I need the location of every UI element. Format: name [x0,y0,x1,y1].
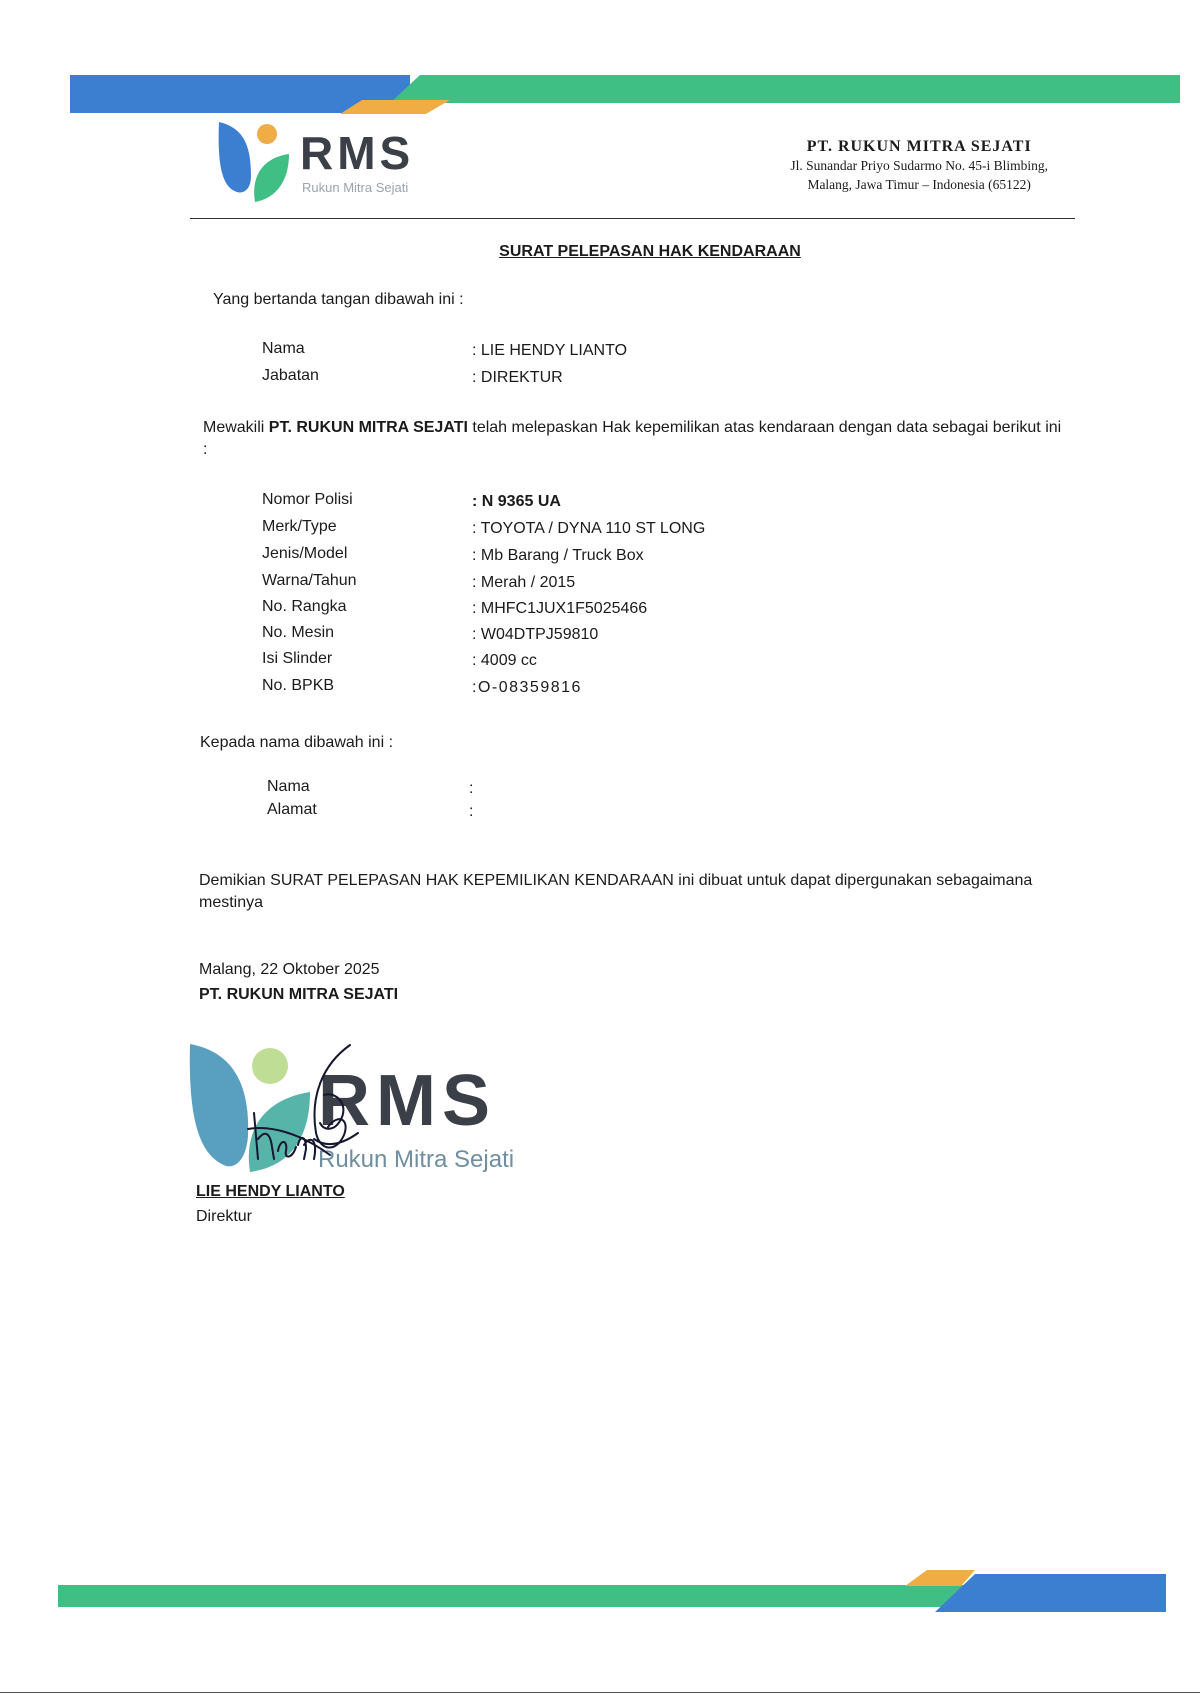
footer-band-green [58,1585,978,1607]
statement-paragraph [203,417,1063,461]
stamp-wordmark: RMS [318,1061,496,1141]
logo-wordmark: RMS [300,127,415,179]
vehicle-cylinder-value: : 4009 cc [472,652,537,669]
statement-prefix: Mewakili [203,419,269,436]
signer-position-label: Jabatan [262,367,319,384]
vehicle-bpkb-value: :O-08359816 [472,679,582,696]
vehicle-color-year-value: : Merah / 2015 [472,574,576,591]
vehicle-brand-label: Merk/Type [262,518,337,535]
rms-logo-mark-icon [215,118,295,204]
footer-band-blue [935,1574,1166,1612]
company-header [790,138,1048,194]
handwritten-signature [240,1035,370,1175]
company-address-line2: Malang, Jawa Timur – Indonesia (65122) [807,177,1031,192]
vehicle-plate-label: Nomor Polisi [262,491,353,508]
signer-printed-title: Direktur [196,1208,253,1225]
company-name: PT. RUKUN MITRA SEJATI [806,138,1032,155]
vehicle-chassis-value: : MHFC1JUX1F5025466 [472,600,648,617]
signer-name-label: Nama [262,340,305,357]
header-band-green [390,75,1180,103]
recipient-address-label: Alamat [267,801,317,818]
vehicle-model-label: Jenis/Model [262,545,348,562]
vehicle-chassis-label: No. Rangka [262,598,347,615]
recipient-name-label: Nama [267,778,310,795]
recipient-intro: Kepada nama dibawah ini : [200,734,394,751]
vehicle-plate-value: : N 9365 UA [472,493,561,510]
logo-subtitle: Rukun Mitra Sejati [302,180,409,195]
document-title: SURAT PELEPASAN HAK KENDARAAN [499,243,801,260]
closing-document-name: SURAT PELEPASAN HAK KEPEMILIKAN KENDARAAN [270,872,674,889]
signer-printed-name: LIE HENDY LIANTO [196,1183,345,1200]
stamp-subtitle: Rukun Mitra Sejati [318,1146,515,1173]
vehicle-brand-value: : TOYOTA / DYNA 110 ST LONG [472,520,706,537]
vehicle-engine-label: No. Mesin [262,624,335,641]
signer-position-value: : DIREKTUR [472,369,563,386]
scan-edge-line [0,1692,1200,1693]
company-address-line1: Jl. Sunandar Priyo Sudarmo No. 45-i Blimbing, [790,158,1048,173]
recipient-name-value: : [469,780,474,797]
intro-text: Yang bertanda tangan dibawah ini : [213,291,464,308]
signing-company: PT. RUKUN MITRA SEJATI [199,986,399,1003]
recipient-address-value: : [469,803,474,820]
vehicle-engine-value: : W04DTPJ59810 [472,626,599,643]
closing-suffix: ini dibuat untuk dapat dipergunakan sebagaimana mestinya [199,872,1033,911]
vehicle-bpkb-label: No. BPKB [262,677,335,694]
vehicle-model-value: : Mb Barang / Truck Box [472,547,644,564]
footer-band-orange [905,1570,975,1586]
place-date: Malang, 22 Oktober 2025 [199,961,380,978]
statement-suffix: telah melepaskan Hak kepemilikan atas kendaraan dengan data sebagai berikut ini : [203,419,1062,458]
vehicle-cylinder-label: Isi Slinder [262,650,333,667]
header-divider [190,218,1075,219]
closing-paragraph [199,870,1059,914]
closing-prefix: Demikian [199,872,271,889]
statement-company: PT. RUKUN MITRA SEJATI [268,419,468,436]
vehicle-color-year-label: Warna/Tahun [262,572,357,589]
signer-name-value: : LIE HENDY LIANTO [472,342,628,359]
